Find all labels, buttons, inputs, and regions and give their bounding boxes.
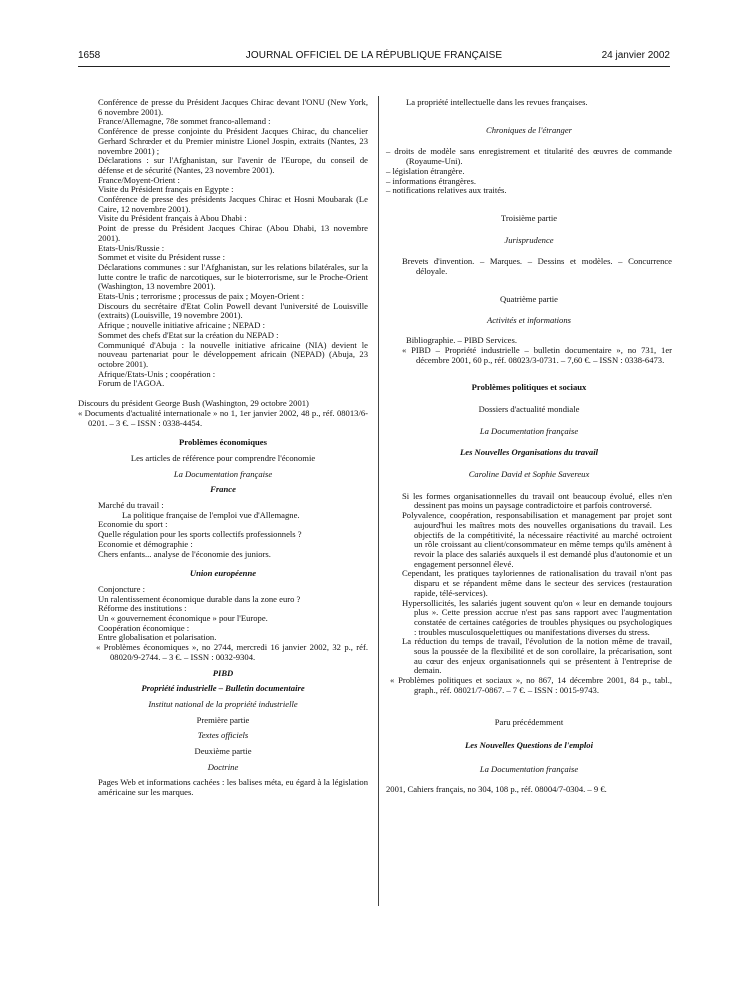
part-heading: Troisième partie [500,212,558,223]
left-column [78,98,368,798]
subsection-heading: Propriété industrielle – Bulletin documentaire [141,683,305,694]
paragraph: Hypersollicités, les salariés jugent souvent qu'on « leur en demande toujours plus ». Cette pression accrue n'est pas sans rapport avec l'augmentation constatée de certaines catégories de troubles physiques ou psychologiques : troubles musculosquelettiques ou manifestations diverses du stress. [402,597,672,637]
subsection-heading: France [210,484,236,495]
text-line: Conférence de presse du Président Jacques Chirac devant l'ONU (New York, 6 novembre 2001). [98,97,368,117]
publisher: La Documentation française [479,763,579,774]
subsection-heading: Les Nouvelles Questions de l'emploi [465,740,593,751]
text-line: Afrique/Etats-Unis ; coopération : [98,368,216,379]
text-line: Brevets d'invention. – Marques. – Dessins et modèles. – Concurrence déloyale. [402,256,672,277]
list-item: – informations étrangères. [386,175,476,186]
authors: Caroline David et Sophie Savereux [468,469,590,480]
journal-title: JOURNAL OFFICIEL DE LA RÉPUBLIQUE FRANÇAISE [245,50,503,61]
page-number: 1658 [78,50,101,61]
subsection-heading: Les Nouvelles Organisations du travail [460,447,598,458]
text-line: Déclarations communes : sur l'Afghanistan, sur les relations bilatérales, sur la lutte contre le trafic de narcotiques, sur le bioterrorisme, sur le Proche-Orient (Washington, 13 novembre 2001). [98,261,368,292]
text-line: Déclarations : sur l'Afghanistan, sur l'avenir de l'Europe, du conseil de défense et de sécurité (Nantes, 23 novembre 2001). [98,155,368,175]
section-heading: Problèmes politiques et sociaux [471,382,587,393]
text-line: Point de presse du Président Jacques Chirac (Abou Dhabi, 13 novembre 2001). [98,223,368,243]
part-heading: Première partie [196,714,250,725]
text-line: Conjoncture : [98,583,146,594]
text-line: La propriété intellectuelle dans les revues françaises. [406,97,588,107]
text-line: Etats-Unis/Russie : [98,242,165,253]
text-line: Sommet et visite du Président russe : [98,252,225,263]
text-line: « Problèmes politiques et sociaux », no 867, 14 décembre 2001, 84 p., tabl., graph., réf. 08021/7-0867. – 7 €. – ISSN : 0015-9743. [390,675,672,695]
text-line: Forum de l'AGOA. [98,378,165,389]
text-line: Bibliographie. – PIBD Services. [406,335,517,346]
text-line: France/Moyent-Orient : [98,174,180,185]
text-line: Sommet des chefs d'Etat sur la création du NEPAD : [98,329,279,340]
right-column [386,98,672,794]
text-line: Quelle régulation pour les sports collectifs professionnels ? [98,529,302,540]
text-line: Discours du secrétaire d'Etat Colin Powell devant l'université de Louisville (extraits) (Louisville, 19 novembre 2001). [98,300,368,321]
text-line: Un ralentissement économique durable dans la zone euro ? [98,593,301,604]
paragraph: La réduction du temps de travail, l'évolution de la notion même de travail, sous la poussée de la flexibilité et de son corollaire, la précarisation, sont au cœur des enjeux organisationnels qui se présentent à l'entreprise de demain. [402,636,672,676]
text-line: France/Allemagne, 78e sommet franco-allemand : [98,116,271,127]
list-item: – législation étrangère. [386,165,465,176]
text-line: La politique française de l'emploi vue d'Allemagne. [122,509,300,520]
text-line: Communiqué d'Abuja : la nouvelle initiative africaine (NIA) devient le nouveau partenariat pour le développement africain (NEPAD) (Abuja, 23 octobre 2001). [98,339,368,369]
text-line: Coopération économique : [98,622,190,633]
subtitle: Paru précédemment [494,716,564,727]
subtitle: Les articles de référence pour comprendre l'économie [130,452,316,463]
paragraph: Cependant, les pratiques tayloriennes de rationalisation du travail n'ont pas disparu et se répandent même dans le secteur des services (restauration rapide, télé-services). [402,568,672,598]
text-line: Chers enfants... analyse de l'économie des juniors. [98,548,271,559]
publisher: Institut national de la propriété industrielle [148,698,298,709]
part-subheading: Textes officiels [197,730,249,741]
text-line: « Documents d'actualité internationale » no 1, 1er janvier 2002, 48 p., réf. 08013/6-0201. – 3 €. – ISSN : 0338-4454. [78,407,368,428]
text-line: « PIBD – Propriété industrielle – bulletin documentaire », no 731, 1er décembre 2001, 60 p., réf. 08023/3-0731. – 7,60 €. – ISSN : 0338-6473. [402,344,672,365]
publisher: La Documentation française [479,425,579,436]
part-subheading: Jurisprudence [504,234,554,245]
header-rule [78,66,670,67]
text-line: Discours du président George Bush (Washington, 29 octobre 2001) [78,398,309,409]
paragraph: Si les formes organisationnelles du travail ont beaucoup évolué, elles n'en dessinent pas moins un paysage contradictoire et parfois controversé. [402,490,672,511]
part-heading: Quatrième partie [500,293,558,304]
part-subheading: Activités et informations [486,315,572,326]
text-line: Entre globalisation et polarisation. [98,632,217,643]
text-line: Un « gouvernement économique » pour l'Europe. [98,613,268,624]
publisher: La Documentation française [173,468,273,479]
text-line: Pages Web et informations cachées : les balises méta, eu égard à la législation américaine sur les marques. [98,777,368,798]
section-heading: Problèmes économiques [179,437,267,448]
subsection-heading: Chroniques de l'étranger [485,124,573,135]
part-heading: Deuxième partie [194,746,252,757]
page-header [78,50,670,66]
text-line: Visite du Président français à Abou Dhabi : [98,213,247,224]
text-line: 2001, Cahiers français, no 304, 108 p., réf. 08004/7-0304. – 9 €. [386,783,607,794]
text-line: « Problèmes économiques », no 2744, mercredi 16 janvier 2002, 32 p., réf. 08020/9-2744. – 3 €. – ISSN : 0032-9304. [96,642,368,662]
text-line: Economie et démographie : [98,538,193,549]
text-line: Conférence de presse des présidents Jacques Chirac et Hosni Moubarak (Le Caire, 12 novembre 2001). [98,194,368,214]
list-item: – droits de modèle sans enregistrement et titularité des œuvres de commande (Royaume-Uni). [386,146,672,167]
subtitle: Dossiers d'actualité mondiale [478,403,580,414]
text-line: Marché du travail : [98,500,164,511]
text-line: Etats-Unis ; terrorisme ; processus de paix ; Moyen-Orient : [98,291,304,302]
text-line: Afrique ; nouvelle initiative africaine ; NEPAD : [98,320,265,331]
text-line: Conférence de presse conjointe du Président Jacques Chirac, du chancelier Gerhard Schrœder et du Premier ministre Lionel Jospin, extraits (Nantes, 23 novembre 2001) ; [98,126,368,156]
text-line: Economie du sport : [98,519,168,530]
section-heading: PIBD [212,667,234,678]
list-item: – notifications relatives aux traités. [386,185,507,196]
text-line: Réforme des institutions : [98,603,187,614]
text-line: Visite du Président français en Egypte : [98,184,234,195]
subsection-heading: Union européenne [189,568,257,579]
paragraph: Polyvalence, coopération, responsabilisation et management par projet sont aujourd'hui les maîtres mots des nouvelles organisations du travail. Les objectifs de la compétitivité, la nécessaire réactivité au marché octroient un rôle croissant au client/consommateur en même temps qu'ils amènent à revoir la place des salariés auxquels il est demandé plus d'autonomie et un engagement personnel élevé. [402,510,672,569]
column-divider [378,96,379,906]
issue-date: 24 janvier 2002 [601,50,670,61]
part-subheading: Doctrine [207,761,239,772]
